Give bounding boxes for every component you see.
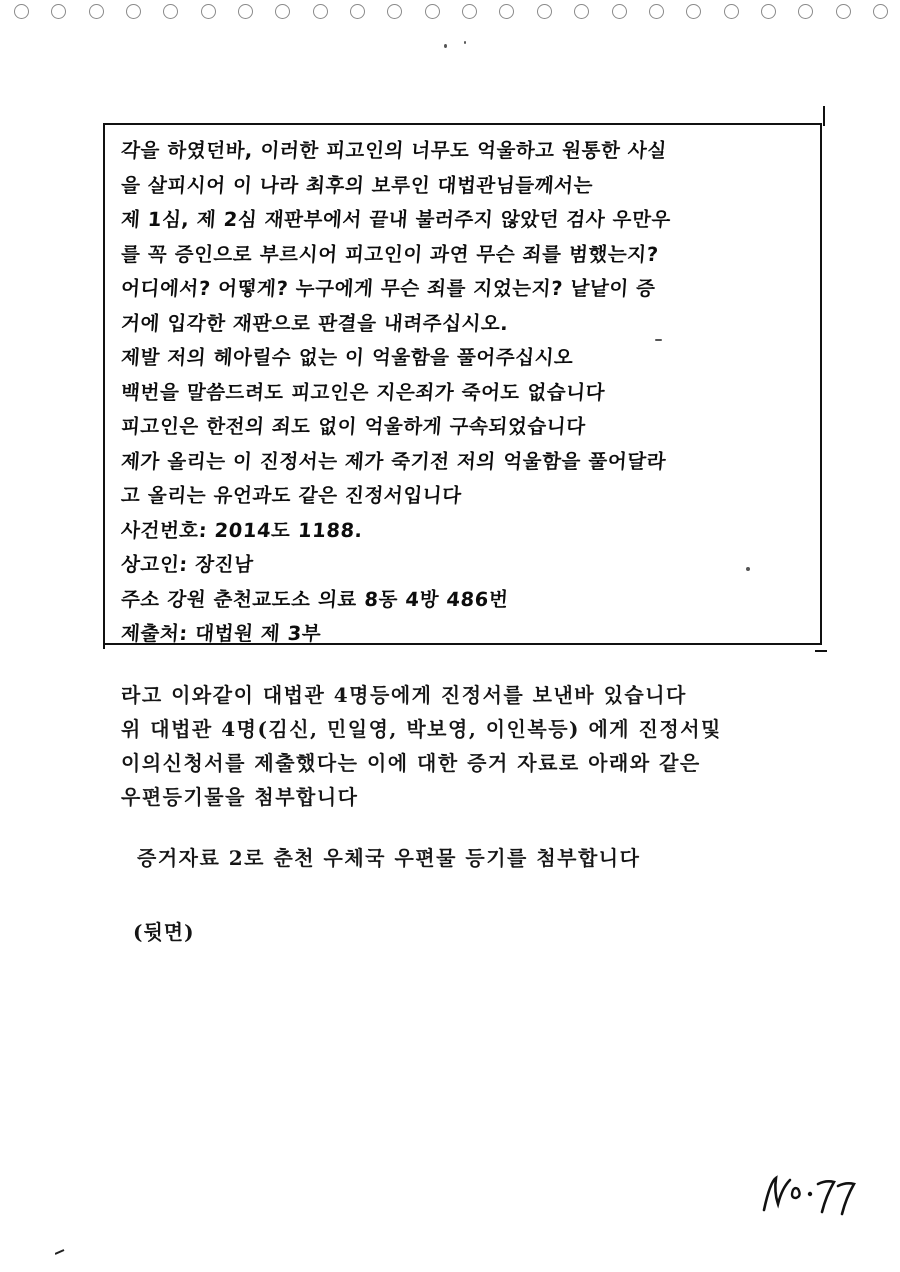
- appellant-name: 상고인: 장진남: [120, 553, 255, 576]
- box-corner-mark: [103, 640, 105, 649]
- petition-line: 피고인은 한전의 죄도 없이 억울하게 구속되었습니다: [120, 415, 587, 438]
- submitted-to: 제출처: 대법원 제 3부: [120, 622, 323, 645]
- binder-hole: [462, 4, 477, 19]
- binder-hole: [350, 4, 365, 19]
- body-line: 위 대법관 4명(김신, 민일영, 박보영, 이인복등) 에게 진정서및: [121, 717, 722, 741]
- body-line: 이의신청서를 제출했다는 이에 대한 증거 자료로 아래와 같은: [121, 751, 701, 775]
- binder-hole: [761, 4, 776, 19]
- binder-hole: [686, 4, 701, 19]
- binder-hole: [574, 4, 589, 19]
- binder-hole: [126, 4, 141, 19]
- backside-label: (뒷면): [133, 920, 195, 944]
- petition-line: 을 살피시어 이 나라 최후의 보루인 대법관님들께서는: [120, 173, 594, 197]
- typed-body-paragraph: [121, 678, 722, 814]
- petition-handwritten-text: [121, 134, 671, 652]
- binder-hole: [201, 4, 216, 19]
- scan-mark: [55, 1240, 65, 1246]
- binder-hole: [51, 4, 66, 19]
- binder-hole: [313, 4, 328, 19]
- petition-line: 각을 하였던바, 이러한 피고인의 너무도 억울하고 원통한 사실: [120, 139, 668, 162]
- evidence-line: 증거자료 2로 춘천 우체국 우편물 등기를 첨부합니다: [137, 846, 641, 870]
- binder-hole: [238, 4, 253, 19]
- binder-hole: [798, 4, 813, 19]
- binder-hole: [14, 4, 29, 19]
- scan-speck: [444, 44, 447, 48]
- handwritten-page-number: [760, 1170, 870, 1220]
- petition-line: 고 올리는 유언과도 같은 진정서입니다: [120, 484, 463, 507]
- case-number: 사건번호: 2014도 1188.: [120, 518, 364, 542]
- box-corner-mark: [823, 106, 825, 126]
- binder-hole: [724, 4, 739, 19]
- petition-line: 거에 입각한 재판으로 판결을 내려주십시오.: [120, 311, 510, 335]
- appellant-address: 주소 강원 춘천교도소 의료 8동 4방 486번: [120, 587, 510, 611]
- page-number-scribble: [760, 1170, 870, 1220]
- petition-line: 제발 저의 헤아릴수 없는 이 억울함을 풀어주십시오: [120, 346, 575, 369]
- scan-speck: [464, 41, 466, 44]
- binder-hole: [873, 4, 888, 19]
- petition-line: 백번을 말씀드려도 피고인은 지은죄가 죽어도 없습니다: [120, 380, 606, 404]
- petition-line: 제 1심, 제 2심 재판부에서 끝내 불러주지 않았던 검사 우만우: [120, 208, 672, 231]
- petition-line: 를 꼭 증인으로 부르시어 피고인이 과연 무슨 죄를 범했는지?: [120, 242, 660, 266]
- petition-line: 제가 올리는 이 진정서는 제가 죽기전 저의 억울함을 풀어달라: [120, 449, 667, 473]
- binder-hole: [499, 4, 514, 19]
- binder-hole: [387, 4, 402, 19]
- binder-hole: [612, 4, 627, 19]
- petition-line: 어디에서? 어떻게? 누구에게 무슨 죄를 지었는지? 낱낱이 증: [120, 277, 657, 300]
- binder-hole: [649, 4, 664, 19]
- binder-hole: [836, 4, 851, 19]
- box-corner-mark: [815, 650, 827, 652]
- binder-hole: [537, 4, 552, 19]
- binder-hole: [163, 4, 178, 19]
- body-line: 라고 이와같이 대법관 4명등에게 진정서를 보낸바 있습니다: [121, 683, 687, 707]
- binder-holes: [0, 4, 900, 34]
- binder-hole: [275, 4, 290, 19]
- binder-hole: [425, 4, 440, 19]
- binder-hole: [89, 4, 104, 19]
- body-line: 우편등기물을 첨부합니다: [121, 785, 359, 809]
